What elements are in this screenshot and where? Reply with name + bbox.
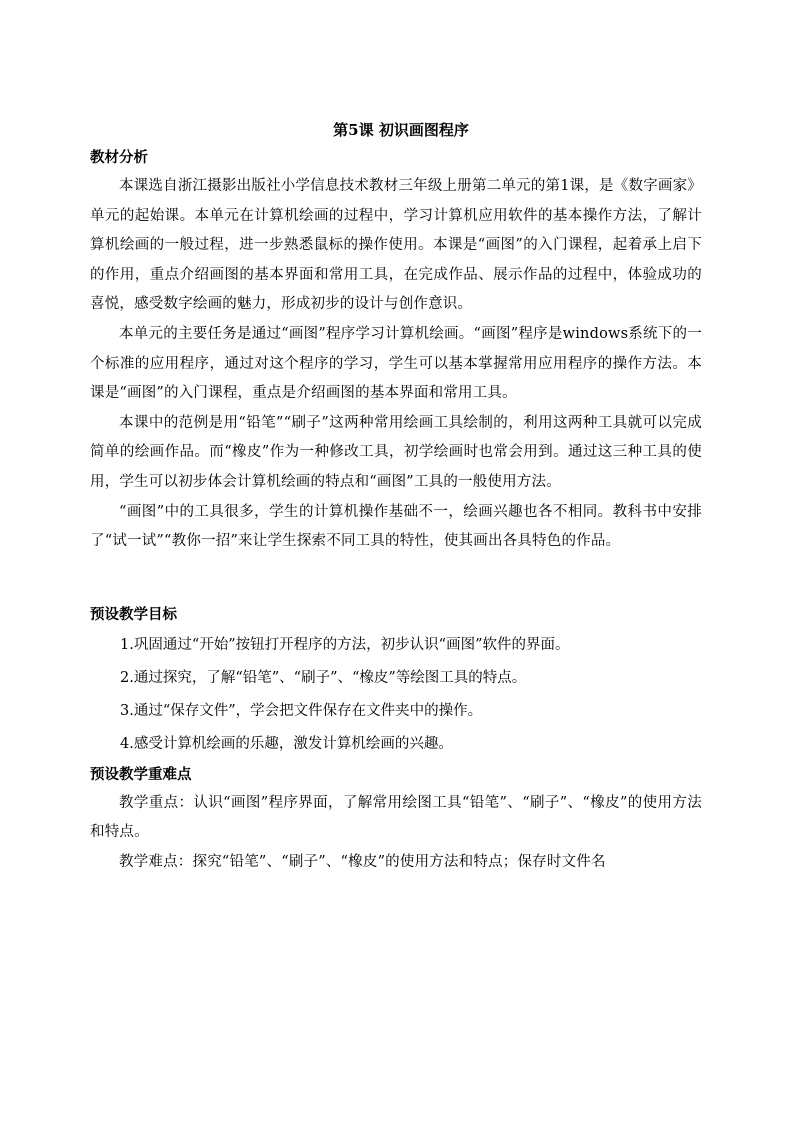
keypoint-paragraph: 教学重点：认识“画图”程序界面，了解常用绘图工具“铅笔”、“刷子”、“橡皮”的使用方法和特点。	[90, 794, 702, 841]
section-heading-objectives: 预设教学目标	[90, 605, 177, 623]
analysis-paragraph: 本课中的范例是用“铅笔”“刷子”这两种常用绘画工具绘制的，利用这两种工具就可以完成简单的绘画作品。而“橡皮”作为一种修改工具，初学绘画时也常会用到。通过这三种工具的使用，学生可以初步体会计算机绘画的特点和“画图”工具的一般使用方法。	[90, 414, 702, 490]
objective-item: 3.通过“保存文件”，学会把文件保存在文件夹中的操作。	[120, 702, 483, 719]
keypoint-paragraph: 教学难点：探究“铅笔”、“刷子”、“橡皮”的使用方法和特点；保存时文件名	[119, 853, 606, 870]
section-heading-keypoints: 预设教学重难点	[90, 765, 192, 783]
analysis-paragraph: 本课选自浙江摄影出版社小学信息技术教材三年级上册第二单元的第1课，是《数字画家》单元的起始课。本单元在计算机绘画的过程中，学习计算机应用软件的基本操作方法，了解计算机绘画的一般过程，进一步熟悉鼠标的操作使用。本课是“画图”的入门课程，起着承上启下的作用，重点介绍画图的基本界面和常用工具，在完成作品、展示作品的过程中，体验成功的喜悦，感受数字绘画的魅力，形成初步的设计与创作意识。	[90, 178, 702, 313]
objective-item: 4.感受计算机绘画的乐趣，激发计算机绘画的兴趣。	[120, 735, 453, 752]
section-spacer	[90, 557, 702, 601]
document-page	[90, 116, 702, 878]
section-heading-analysis: 教材分析	[90, 149, 148, 166]
objective-item: 1.巩固通过“开始”按钮打开程序的方法，初步认识“画图”软件的界面。	[120, 636, 570, 653]
lesson-title: 第5课 初识画图程序	[333, 121, 469, 139]
objective-item: 2.通过探究，了解“铅笔”、“刷子”、“橡皮”等绘图工具的特点。	[120, 669, 527, 686]
analysis-paragraph: 本单元的主要任务是通过“画图”程序学习计算机绘画。“画图”程序是windows系统下的一个标准的应用程序，通过对这个程序的学习，学生可以基本掌握常用应用程序的操作方法。本课是“画图”的入门课程，重点是介绍画图的基本界面和常用工具。	[90, 325, 702, 402]
analysis-paragraph: “画图”中的工具很多，学生的计算机操作基础不一，绘画兴趣也各不相同。教科书中安排了“试一试”“教你一招”来让学生探索不同工具的特性，使其画出各具特色的作品。	[90, 503, 702, 550]
